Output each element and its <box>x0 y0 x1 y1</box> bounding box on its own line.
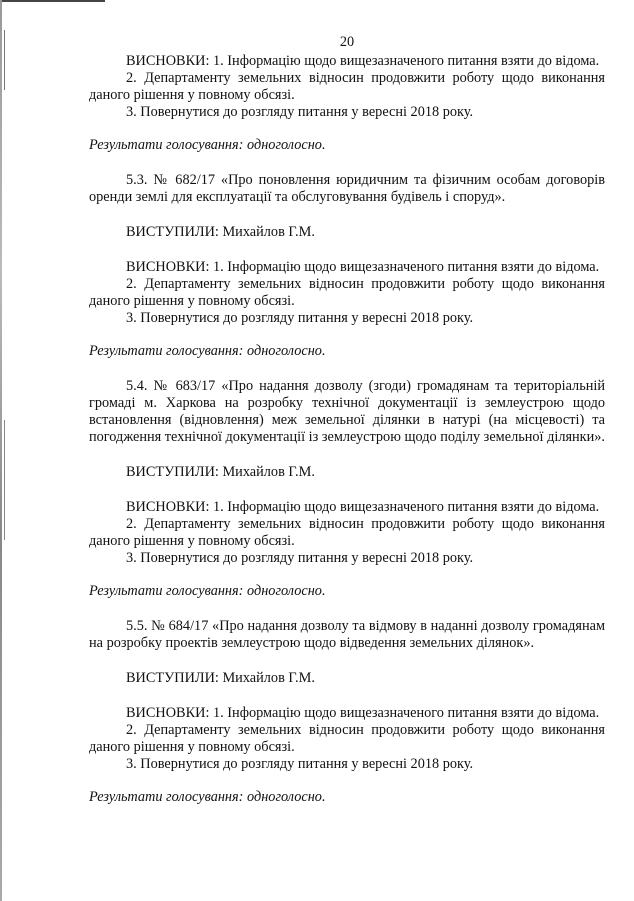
conclusion-1: ВИСНОВКИ: 1. Інформацію щодо вищезазначеного питання взяти до відома. <box>126 499 600 515</box>
conclusions-block <box>89 499 605 567</box>
conclusion-2: 2. Департаменту земельних відносин продовжити роботу щодо виконання даного рішення у повному обсязі. <box>89 516 605 549</box>
voting-result: Результати голосування: одноголосно. <box>89 583 326 599</box>
conclusion-1: ВИСНОВКИ: 1. Інформацію щодо вищезазначеного питання взяти до відома. <box>126 259 600 275</box>
conclusion-2: 2. Департаменту земельних відносин продовжити роботу щодо виконання даного рішення у повному обсязі. <box>89 722 605 755</box>
document-page <box>89 34 605 824</box>
speaker-line: ВИСТУПИЛИ: Михайлов Г.М. <box>126 670 315 686</box>
agenda-item-5-5: 5.5. № 684/17 «Про надання дозволу та відмову в наданні дозволу громадянам на розробку проектів землеустрою щодо відведення земельних ділянок». <box>89 618 605 651</box>
conclusions-block <box>89 705 605 773</box>
conclusion-3: 3. Повернутися до розгляду питання у вересні 2018 року. <box>126 756 474 772</box>
voting-result: Результати голосування: одноголосно. <box>89 137 326 153</box>
conclusion-3: 3. Повернутися до розгляду питання у вересні 2018 року. <box>126 310 474 326</box>
speaker-line: ВИСТУПИЛИ: Михайлов Г.М. <box>126 464 315 480</box>
conclusions-block <box>89 259 605 327</box>
conclusion-2: 2. Департаменту земельних відносин продовжити роботу щодо виконання даного рішення у повному обсязі. <box>89 70 605 103</box>
conclusion-1: ВИСНОВКИ: 1. Інформацію щодо вищезазначеного питання взяти до відома. <box>126 705 600 721</box>
conclusion-1: ВИСНОВКИ: 1. Інформацію щодо вищезазначеного питання взяти до відома. <box>126 53 600 69</box>
conclusions-block <box>89 53 605 121</box>
agenda-item-5-4: 5.4. № 683/17 «Про надання дозволу (згоди) громадянам та територіальній громаді м. Харкова на розробку технічної документації із землеустрою щодо встановлення (відновлення) меж земельної ділянки в натурі (на місцевості) та погодження технічної документації із землеустрою щодо поділу земельної ділянки». <box>89 378 605 445</box>
scan-artifact <box>4 30 5 90</box>
agenda-item-5-3: 5.3. № 682/17 «Про поновлення юридичним та фізичним особам договорів оренди землі для експлуатації та обслуговування будівель і споруд». <box>89 172 605 205</box>
conclusion-3: 3. Повернутися до розгляду питання у вересні 2018 року. <box>126 104 474 120</box>
scan-border-top <box>0 0 105 2</box>
page-number: 20 <box>339 34 355 50</box>
conclusion-2: 2. Департаменту земельних відносин продовжити роботу щодо виконання даного рішення у повному обсязі. <box>89 276 605 309</box>
voting-result: Результати голосування: одноголосно. <box>89 343 326 359</box>
scan-border-left <box>0 0 2 901</box>
speaker-line: ВИСТУПИЛИ: Михайлов Г.М. <box>126 224 315 240</box>
scan-artifact <box>4 420 5 540</box>
conclusion-3: 3. Повернутися до розгляду питання у вересні 2018 року. <box>126 550 474 566</box>
voting-result: Результати голосування: одноголосно. <box>89 789 326 805</box>
